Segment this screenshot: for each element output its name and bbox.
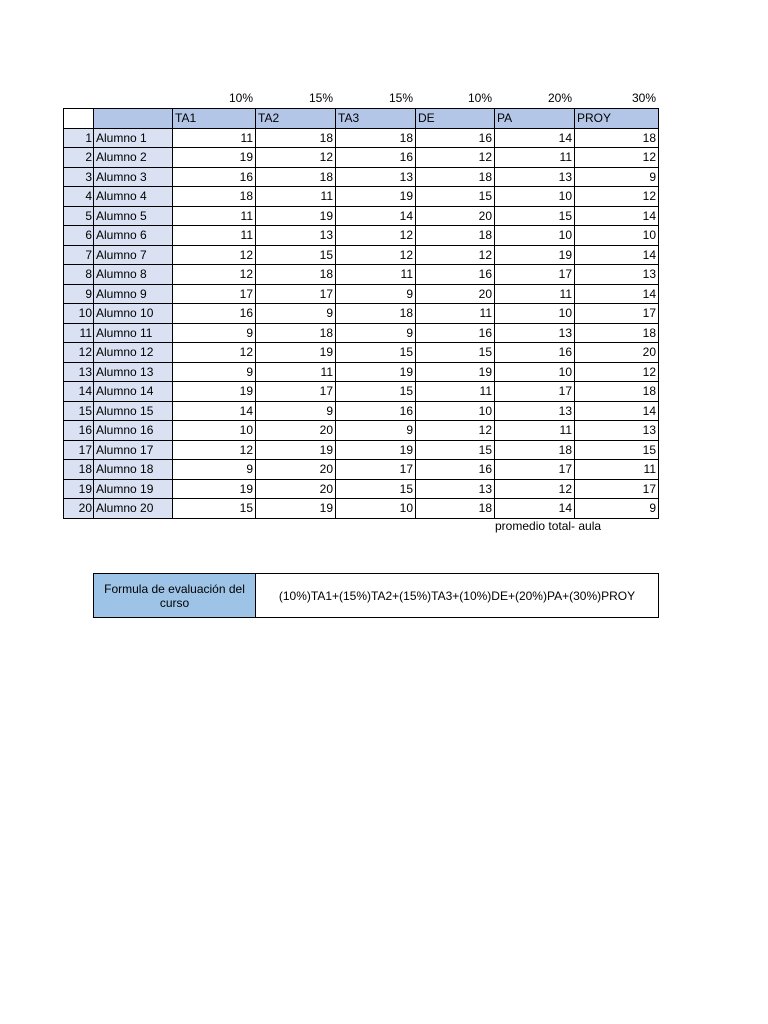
student-name-cell[interactable]: Alumno 9 xyxy=(94,284,173,304)
table-row xyxy=(64,187,659,207)
student-name-cell[interactable]: Alumno 13 xyxy=(94,362,173,382)
header-de[interactable]: DE xyxy=(416,109,495,129)
student-name-cell[interactable]: Alumno 8 xyxy=(94,265,173,285)
score-cell-pa[interactable]: 16 xyxy=(495,343,575,363)
score-cell-ta2[interactable]: 19 xyxy=(256,499,336,519)
score-cell-de[interactable]: 10 xyxy=(416,401,495,421)
score-cell-pa[interactable]: 10 xyxy=(495,362,575,382)
score-cell-ta1[interactable]: 11 xyxy=(173,226,256,246)
score-cell-proy[interactable]: 12 xyxy=(575,148,659,168)
score-cell-ta2[interactable]: 20 xyxy=(256,479,336,499)
student-name-cell[interactable]: Alumno 3 xyxy=(94,167,173,187)
header-row xyxy=(64,109,659,129)
score-cell-pa[interactable]: 17 xyxy=(495,382,575,402)
score-cell-de[interactable]: 19 xyxy=(416,362,495,382)
score-cell-ta3[interactable]: 14 xyxy=(336,206,416,226)
score-cell-pa[interactable]: 15 xyxy=(495,206,575,226)
student-name-cell[interactable]: Alumno 10 xyxy=(94,304,173,324)
score-cell-ta2[interactable]: 11 xyxy=(256,362,336,382)
score-cell-ta1[interactable]: 9 xyxy=(173,362,256,382)
student-name-cell[interactable]: Alumno 7 xyxy=(94,245,173,265)
score-cell-proy[interactable]: 20 xyxy=(575,343,659,363)
row-number-cell[interactable]: 5 xyxy=(64,206,94,226)
table-row xyxy=(64,167,659,187)
student-name-cell[interactable]: Alumno 1 xyxy=(94,128,173,148)
header-ta1[interactable]: TA1 xyxy=(173,109,256,129)
row-number-cell[interactable]: 11 xyxy=(64,323,94,343)
score-cell-ta2[interactable]: 18 xyxy=(256,167,336,187)
score-cell-ta2[interactable]: 17 xyxy=(256,382,336,402)
student-name-cell[interactable]: Alumno 4 xyxy=(94,187,173,207)
score-cell-ta1[interactable]: 12 xyxy=(173,245,256,265)
table-row xyxy=(64,128,659,148)
score-cell-de[interactable]: 12 xyxy=(416,148,495,168)
table-row xyxy=(64,460,659,480)
score-cell-pa[interactable]: 11 xyxy=(495,284,575,304)
score-cell-proy[interactable]: 18 xyxy=(575,323,659,343)
score-cell-ta2[interactable]: 18 xyxy=(256,128,336,148)
score-cell-ta3[interactable]: 19 xyxy=(336,187,416,207)
row-number-cell[interactable]: 15 xyxy=(64,401,94,421)
score-cell-ta3[interactable]: 18 xyxy=(336,304,416,324)
row-number-cell[interactable]: 4 xyxy=(64,187,94,207)
score-cell-ta1[interactable]: 19 xyxy=(173,148,256,168)
score-cell-ta1[interactable]: 19 xyxy=(173,382,256,402)
row-number-cell[interactable]: 6 xyxy=(64,226,94,246)
row-number-cell[interactable]: 17 xyxy=(64,440,94,460)
score-cell-ta2[interactable]: 15 xyxy=(256,245,336,265)
score-cell-de[interactable]: 20 xyxy=(416,284,495,304)
table-row xyxy=(64,479,659,499)
score-cell-ta1[interactable]: 11 xyxy=(173,206,256,226)
score-cell-ta1[interactable]: 19 xyxy=(173,479,256,499)
student-name-cell[interactable]: Alumno 6 xyxy=(94,226,173,246)
student-name-cell[interactable]: Alumno 12 xyxy=(94,343,173,363)
row-number-cell[interactable]: 1 xyxy=(64,128,94,148)
score-cell-pa[interactable]: 10 xyxy=(495,187,575,207)
score-cell-de[interactable]: 15 xyxy=(416,440,495,460)
score-cell-pa[interactable]: 14 xyxy=(495,499,575,519)
weight-proy: 30% xyxy=(631,91,656,105)
weight-de: 10% xyxy=(467,91,492,105)
row-number-cell[interactable]: 10 xyxy=(64,304,94,324)
score-cell-ta2[interactable]: 19 xyxy=(256,343,336,363)
student-name-cell[interactable]: Alumno 16 xyxy=(94,421,173,441)
promedio-label: promedio total- aula xyxy=(495,519,602,533)
score-cell-ta3[interactable]: 15 xyxy=(336,479,416,499)
score-cell-de[interactable]: 18 xyxy=(416,499,495,519)
score-cell-ta1[interactable]: 16 xyxy=(173,167,256,187)
formula-box xyxy=(93,573,659,618)
score-cell-ta3[interactable]: 19 xyxy=(336,362,416,382)
score-cell-proy[interactable]: 10 xyxy=(575,226,659,246)
formula-value[interactable]: (10%)TA1+(15%)TA2+(15%)TA3+(10%)DE+(20%)PA+(30%)PROY xyxy=(256,574,658,617)
score-cell-ta1[interactable]: 9 xyxy=(173,460,256,480)
weight-ta2: 15% xyxy=(308,91,333,105)
table-row xyxy=(64,148,659,168)
score-cell-pa[interactable]: 11 xyxy=(495,148,575,168)
score-cell-de[interactable]: 12 xyxy=(416,245,495,265)
row-number-cell[interactable]: 12 xyxy=(64,343,94,363)
row-number-cell[interactable]: 14 xyxy=(64,382,94,402)
score-cell-ta2[interactable]: 19 xyxy=(256,440,336,460)
row-number-cell[interactable]: 18 xyxy=(64,460,94,480)
score-cell-ta1[interactable]: 18 xyxy=(173,187,256,207)
weight-ta3: 15% xyxy=(388,91,413,105)
score-cell-ta1[interactable]: 14 xyxy=(173,401,256,421)
score-cell-de[interactable]: 12 xyxy=(416,421,495,441)
score-cell-ta2[interactable]: 17 xyxy=(256,284,336,304)
score-cell-proy[interactable]: 18 xyxy=(575,128,659,148)
header-ta3[interactable]: TA3 xyxy=(336,109,416,129)
row-number-cell[interactable]: 3 xyxy=(64,167,94,187)
table-row xyxy=(64,323,659,343)
student-name-cell[interactable]: Alumno 15 xyxy=(94,401,173,421)
score-cell-de[interactable]: 16 xyxy=(416,323,495,343)
header-proy[interactable]: PROY xyxy=(575,109,659,129)
score-cell-proy[interactable]: 17 xyxy=(575,479,659,499)
table-row xyxy=(64,382,659,402)
score-cell-ta2[interactable]: 18 xyxy=(256,323,336,343)
score-cell-de[interactable]: 16 xyxy=(416,460,495,480)
score-cell-ta3[interactable]: 9 xyxy=(336,284,416,304)
score-cell-pa[interactable]: 13 xyxy=(495,167,575,187)
score-cell-de[interactable]: 11 xyxy=(416,382,495,402)
row-number-cell[interactable]: 2 xyxy=(64,148,94,168)
score-cell-ta2[interactable]: 20 xyxy=(256,460,336,480)
score-cell-ta3[interactable]: 10 xyxy=(336,499,416,519)
score-cell-proy[interactable]: 14 xyxy=(575,284,659,304)
score-cell-ta3[interactable]: 17 xyxy=(336,460,416,480)
score-cell-ta3[interactable]: 19 xyxy=(336,440,416,460)
score-cell-proy[interactable]: 13 xyxy=(575,421,659,441)
score-cell-ta2[interactable]: 11 xyxy=(256,187,336,207)
row-number-cell[interactable]: 7 xyxy=(64,245,94,265)
score-cell-proy[interactable]: 18 xyxy=(575,382,659,402)
score-cell-de[interactable]: 20 xyxy=(416,206,495,226)
header-ta2[interactable]: TA2 xyxy=(256,109,336,129)
row-number-cell[interactable]: 16 xyxy=(64,421,94,441)
student-name-cell[interactable]: Alumno 11 xyxy=(94,323,173,343)
table-row xyxy=(64,401,659,421)
score-cell-proy[interactable]: 9 xyxy=(575,499,659,519)
grades-body xyxy=(64,128,659,518)
table-row xyxy=(64,226,659,246)
student-name-cell[interactable]: Alumno 18 xyxy=(94,460,173,480)
table-row xyxy=(64,284,659,304)
score-cell-ta2[interactable]: 9 xyxy=(256,401,336,421)
score-cell-pa[interactable]: 10 xyxy=(495,304,575,324)
weight-ta1: 10% xyxy=(228,91,253,105)
student-name-cell[interactable]: Alumno 17 xyxy=(94,440,173,460)
score-cell-ta2[interactable]: 13 xyxy=(256,226,336,246)
table-row xyxy=(64,304,659,324)
score-cell-proy[interactable]: 14 xyxy=(575,206,659,226)
score-cell-ta3[interactable]: 15 xyxy=(336,382,416,402)
score-cell-de[interactable]: 16 xyxy=(416,128,495,148)
score-cell-proy[interactable]: 13 xyxy=(575,265,659,285)
score-cell-pa[interactable]: 19 xyxy=(495,245,575,265)
student-name-cell[interactable]: Alumno 14 xyxy=(94,382,173,402)
score-cell-pa[interactable]: 18 xyxy=(495,440,575,460)
student-name-cell[interactable]: Alumno 20 xyxy=(94,499,173,519)
score-cell-de[interactable]: 13 xyxy=(416,479,495,499)
row-number-cell[interactable]: 19 xyxy=(64,479,94,499)
score-cell-pa[interactable]: 17 xyxy=(495,460,575,480)
score-cell-pa[interactable]: 14 xyxy=(495,128,575,148)
score-cell-de[interactable]: 11 xyxy=(416,304,495,324)
score-cell-de[interactable]: 15 xyxy=(416,187,495,207)
formula-label: Formula de evaluación del curso xyxy=(94,574,256,617)
score-cell-pa[interactable]: 17 xyxy=(495,265,575,285)
score-cell-ta2[interactable]: 12 xyxy=(256,148,336,168)
score-cell-de[interactable]: 18 xyxy=(416,226,495,246)
score-cell-ta1[interactable]: 12 xyxy=(173,265,256,285)
name-header-cell[interactable] xyxy=(94,109,173,129)
score-cell-ta1[interactable]: 12 xyxy=(173,343,256,363)
score-cell-ta2[interactable]: 20 xyxy=(256,421,336,441)
score-cell-ta1[interactable]: 15 xyxy=(173,499,256,519)
row-number-cell[interactable]: 13 xyxy=(64,362,94,382)
score-cell-ta3[interactable]: 9 xyxy=(336,323,416,343)
score-cell-ta1[interactable]: 17 xyxy=(173,284,256,304)
score-cell-proy[interactable]: 14 xyxy=(575,245,659,265)
weight-pa: 20% xyxy=(547,91,572,105)
score-cell-ta3[interactable]: 12 xyxy=(336,245,416,265)
weight-row xyxy=(63,89,658,108)
score-cell-proy[interactable]: 12 xyxy=(575,362,659,382)
corner-cell[interactable] xyxy=(64,109,94,129)
score-cell-pa[interactable]: 12 xyxy=(495,479,575,499)
score-cell-proy[interactable]: 15 xyxy=(575,440,659,460)
score-cell-ta3[interactable]: 16 xyxy=(336,148,416,168)
table-row xyxy=(64,265,659,285)
score-cell-pa[interactable]: 13 xyxy=(495,323,575,343)
table-row xyxy=(64,343,659,363)
header-pa[interactable]: PA xyxy=(495,109,575,129)
score-cell-ta3[interactable]: 11 xyxy=(336,265,416,285)
score-cell-ta1[interactable]: 12 xyxy=(173,440,256,460)
score-cell-ta3[interactable]: 15 xyxy=(336,343,416,363)
table-row xyxy=(64,245,659,265)
table-row xyxy=(64,440,659,460)
score-cell-ta2[interactable]: 18 xyxy=(256,265,336,285)
score-cell-pa[interactable]: 10 xyxy=(495,226,575,246)
score-cell-pa[interactable]: 11 xyxy=(495,421,575,441)
score-cell-de[interactable]: 18 xyxy=(416,167,495,187)
score-cell-proy[interactable]: 14 xyxy=(575,401,659,421)
score-cell-proy[interactable]: 17 xyxy=(575,304,659,324)
table-row xyxy=(64,362,659,382)
score-cell-ta3[interactable]: 18 xyxy=(336,128,416,148)
score-cell-proy[interactable]: 9 xyxy=(575,167,659,187)
score-cell-proy[interactable]: 11 xyxy=(575,460,659,480)
score-cell-ta1[interactable]: 9 xyxy=(173,323,256,343)
score-cell-ta1[interactable]: 10 xyxy=(173,421,256,441)
student-name-cell[interactable]: Alumno 5 xyxy=(94,206,173,226)
table-row xyxy=(64,499,659,519)
score-cell-ta2[interactable]: 19 xyxy=(256,206,336,226)
row-number-cell[interactable]: 20 xyxy=(64,499,94,519)
student-name-cell[interactable]: Alumno 19 xyxy=(94,479,173,499)
score-cell-de[interactable]: 15 xyxy=(416,343,495,363)
score-cell-ta1[interactable]: 11 xyxy=(173,128,256,148)
grades-table xyxy=(63,108,659,519)
row-number-cell[interactable]: 8 xyxy=(64,265,94,285)
score-cell-de[interactable]: 16 xyxy=(416,265,495,285)
student-name-cell[interactable]: Alumno 2 xyxy=(94,148,173,168)
score-cell-ta1[interactable]: 16 xyxy=(173,304,256,324)
score-cell-ta3[interactable]: 13 xyxy=(336,167,416,187)
score-cell-ta3[interactable]: 12 xyxy=(336,226,416,246)
score-cell-ta2[interactable]: 9 xyxy=(256,304,336,324)
score-cell-ta3[interactable]: 9 xyxy=(336,421,416,441)
score-cell-pa[interactable]: 13 xyxy=(495,401,575,421)
score-cell-proy[interactable]: 12 xyxy=(575,187,659,207)
row-number-cell[interactable]: 9 xyxy=(64,284,94,304)
score-cell-ta3[interactable]: 16 xyxy=(336,401,416,421)
table-row xyxy=(64,421,659,441)
table-row xyxy=(64,206,659,226)
